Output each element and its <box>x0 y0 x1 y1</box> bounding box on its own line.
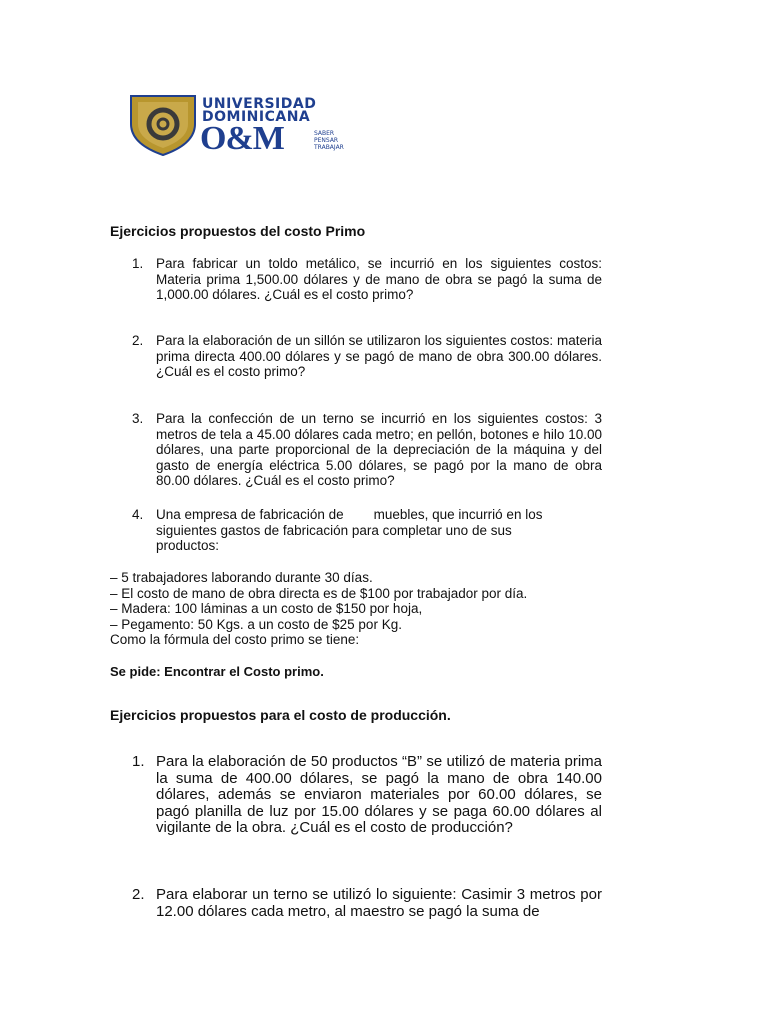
logo-text-om: O&M <box>200 120 284 157</box>
cost-detail-line: – Madera: 100 láminas a un costo de $150 por hoja, <box>110 601 423 616</box>
list-item <box>110 887 602 920</box>
item-text: Para fabricar un toldo metálico, se incurrió en los siguientes costos: Materia prima 1,500.00 dólares y de mano de obra se pagó la suma de 1,000.00 dólares. ¿Cuál es el costo primo? <box>156 256 602 302</box>
list-item <box>110 507 602 554</box>
logo-motto <box>314 130 364 151</box>
item-number: 1. <box>132 753 145 770</box>
item-text: Para la confección de un terno se incurrió en los siguientes costos: 3 metros de tela a 45.00 dólares cada metro; en pellón, botones e hilo 10.00 dólares, una parte proporcional de la depreciación de la máquina y del gasto de energía eléctrica 5.00 dólares, se pagó por la mano de obra 80.00 dólares. ¿Cuál es el costo primo? <box>156 411 602 488</box>
list-item <box>110 333 602 380</box>
item-number: 2. <box>132 333 144 348</box>
cost-detail-line: – 5 trabajadores laborando durante 30 días. <box>110 570 373 585</box>
item-number: 2. <box>132 886 145 903</box>
item-number: 1. <box>132 256 144 271</box>
list-item <box>110 256 602 303</box>
logo-motto-line: TRABAJAR <box>314 144 344 151</box>
item-number: 3. <box>132 411 144 426</box>
logo-text-dominicana: DOMINICANA <box>202 109 311 125</box>
item-number: 4. <box>132 507 144 522</box>
section-title-costo-produccion: Ejercicios propuestos para el costo de producción. <box>110 707 451 723</box>
logo-text-universidad: UNIVERSIDAD <box>202 96 317 112</box>
cost-detail-line: – Pegamento: 50 Kgs. a un costo de $25 por Kg. <box>110 616 402 632</box>
logo-motto-line: SABER <box>314 130 335 137</box>
item-text: Una empresa de fabricación de muebles, que incurrió en los siguientes gastos de fabricación para completar uno de sus productos: <box>156 507 547 553</box>
list-item <box>110 754 602 837</box>
university-logo <box>128 94 358 156</box>
cost-detail-line: – El costo de mano de obra directa es de $100 por trabajador por día. <box>110 585 528 601</box>
shield-logo-icon <box>128 94 198 156</box>
item-text: Para la elaboración de 50 productos “B” se utilizó de materia prima la suma de 400.00 dólares, se pagó la mano de obra 140.00 dólares, además se enviaron materiales por 60.00 dólares, se pagó planilla de luz por 15.00 dólares y se paga 60.00 dólares al vigilante de la obra. ¿Cuál es el costo de producción? <box>156 753 602 837</box>
item-text: Para elaborar un terno se utilizó lo siguiente: Casimir 3 metros por 12.00 dólares cada metro, al maestro se pagó la suma de <box>156 886 602 920</box>
se-pide-text: Se pide: Encontrar el Costo primo. <box>110 664 324 679</box>
list-item <box>110 411 602 489</box>
cost-detail-list <box>110 570 610 648</box>
item-text: Para la elaboración de un sillón se utilizaron los siguientes costos: materia prima directa 400.00 dólares y se pagó de mano de obra 300.00 dólares. ¿Cuál es el costo primo? <box>156 333 602 379</box>
logo-motto-line: PENSAR <box>314 137 339 144</box>
section-title-costo-primo: Ejercicios propuestos del costo Primo <box>110 223 366 239</box>
cost-detail-line: Como la fórmula del costo primo se tiene: <box>110 632 360 647</box>
